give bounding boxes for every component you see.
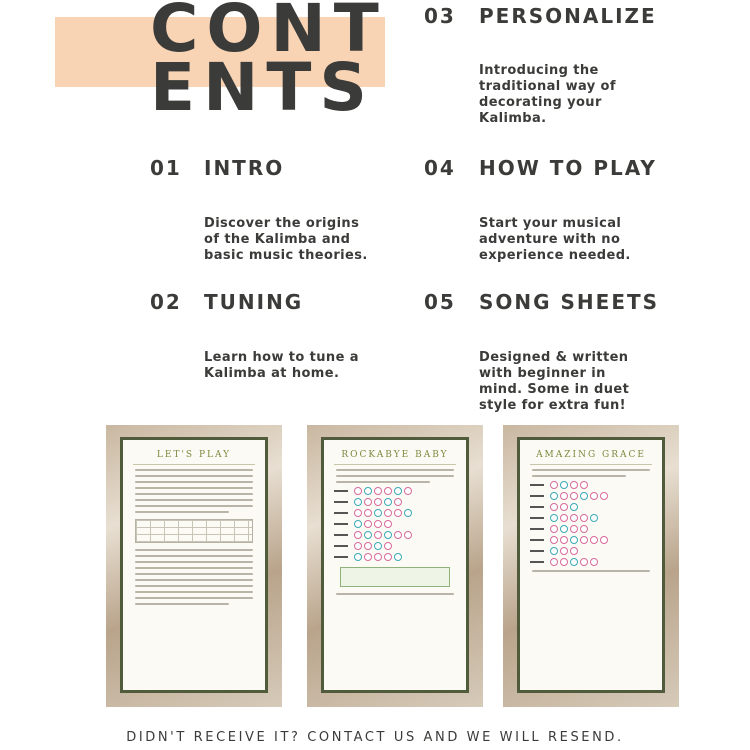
sheet-heading: AMAZING GRACE [536,450,646,460]
preview-image-amazing-grace [503,425,679,707]
contact-footer: DIDN'T RECEIVE IT? CONTACT US AND WE WILL RESEND. [126,730,624,745]
sheet-heading: ROCKABYE BABY [341,450,449,460]
sheet-card [321,437,469,693]
section-title-tuning: TUNING [204,290,304,314]
preview-image-lets-play [106,425,282,707]
sheet-heading: LET'S PLAY [156,450,232,460]
section-desc-tuning: Learn how to tune a Kalimba at home. [204,350,359,381]
section-desc-how-to-play: Start your musical adventure with no experience needed. [479,216,631,263]
section-number-personalize: 03 [424,4,456,28]
section-title-personalize: PERSONALIZE [479,4,657,28]
section-title-how-to-play: HOW TO PLAY [479,156,657,180]
section-desc-song-sheets: Designed & written with beginner in mind. Some in duet style for extra fun! [479,350,630,413]
tip-box [340,567,450,587]
sheet-card [120,437,268,693]
page-title-line-1: CONT [150,0,387,67]
section-desc-intro: Discover the origins of the Kalimba and basic music theories. [204,216,368,263]
section-title-song-sheets: SONG SHEETS [479,290,660,314]
section-number-how-to-play: 04 [424,156,456,180]
section-number-tuning: 02 [150,290,182,314]
page-title-line-2: ENTS [150,49,375,126]
section-desc-personalize: Introducing the traditional way of decorating your Kalimba. [479,63,616,126]
preview-image-rockabye-baby [307,425,483,707]
sheet-card [517,437,665,693]
note-chart [135,519,253,543]
section-title-intro: INTRO [204,156,285,180]
section-number-song-sheets: 05 [424,290,456,314]
section-number-intro: 01 [150,156,182,180]
